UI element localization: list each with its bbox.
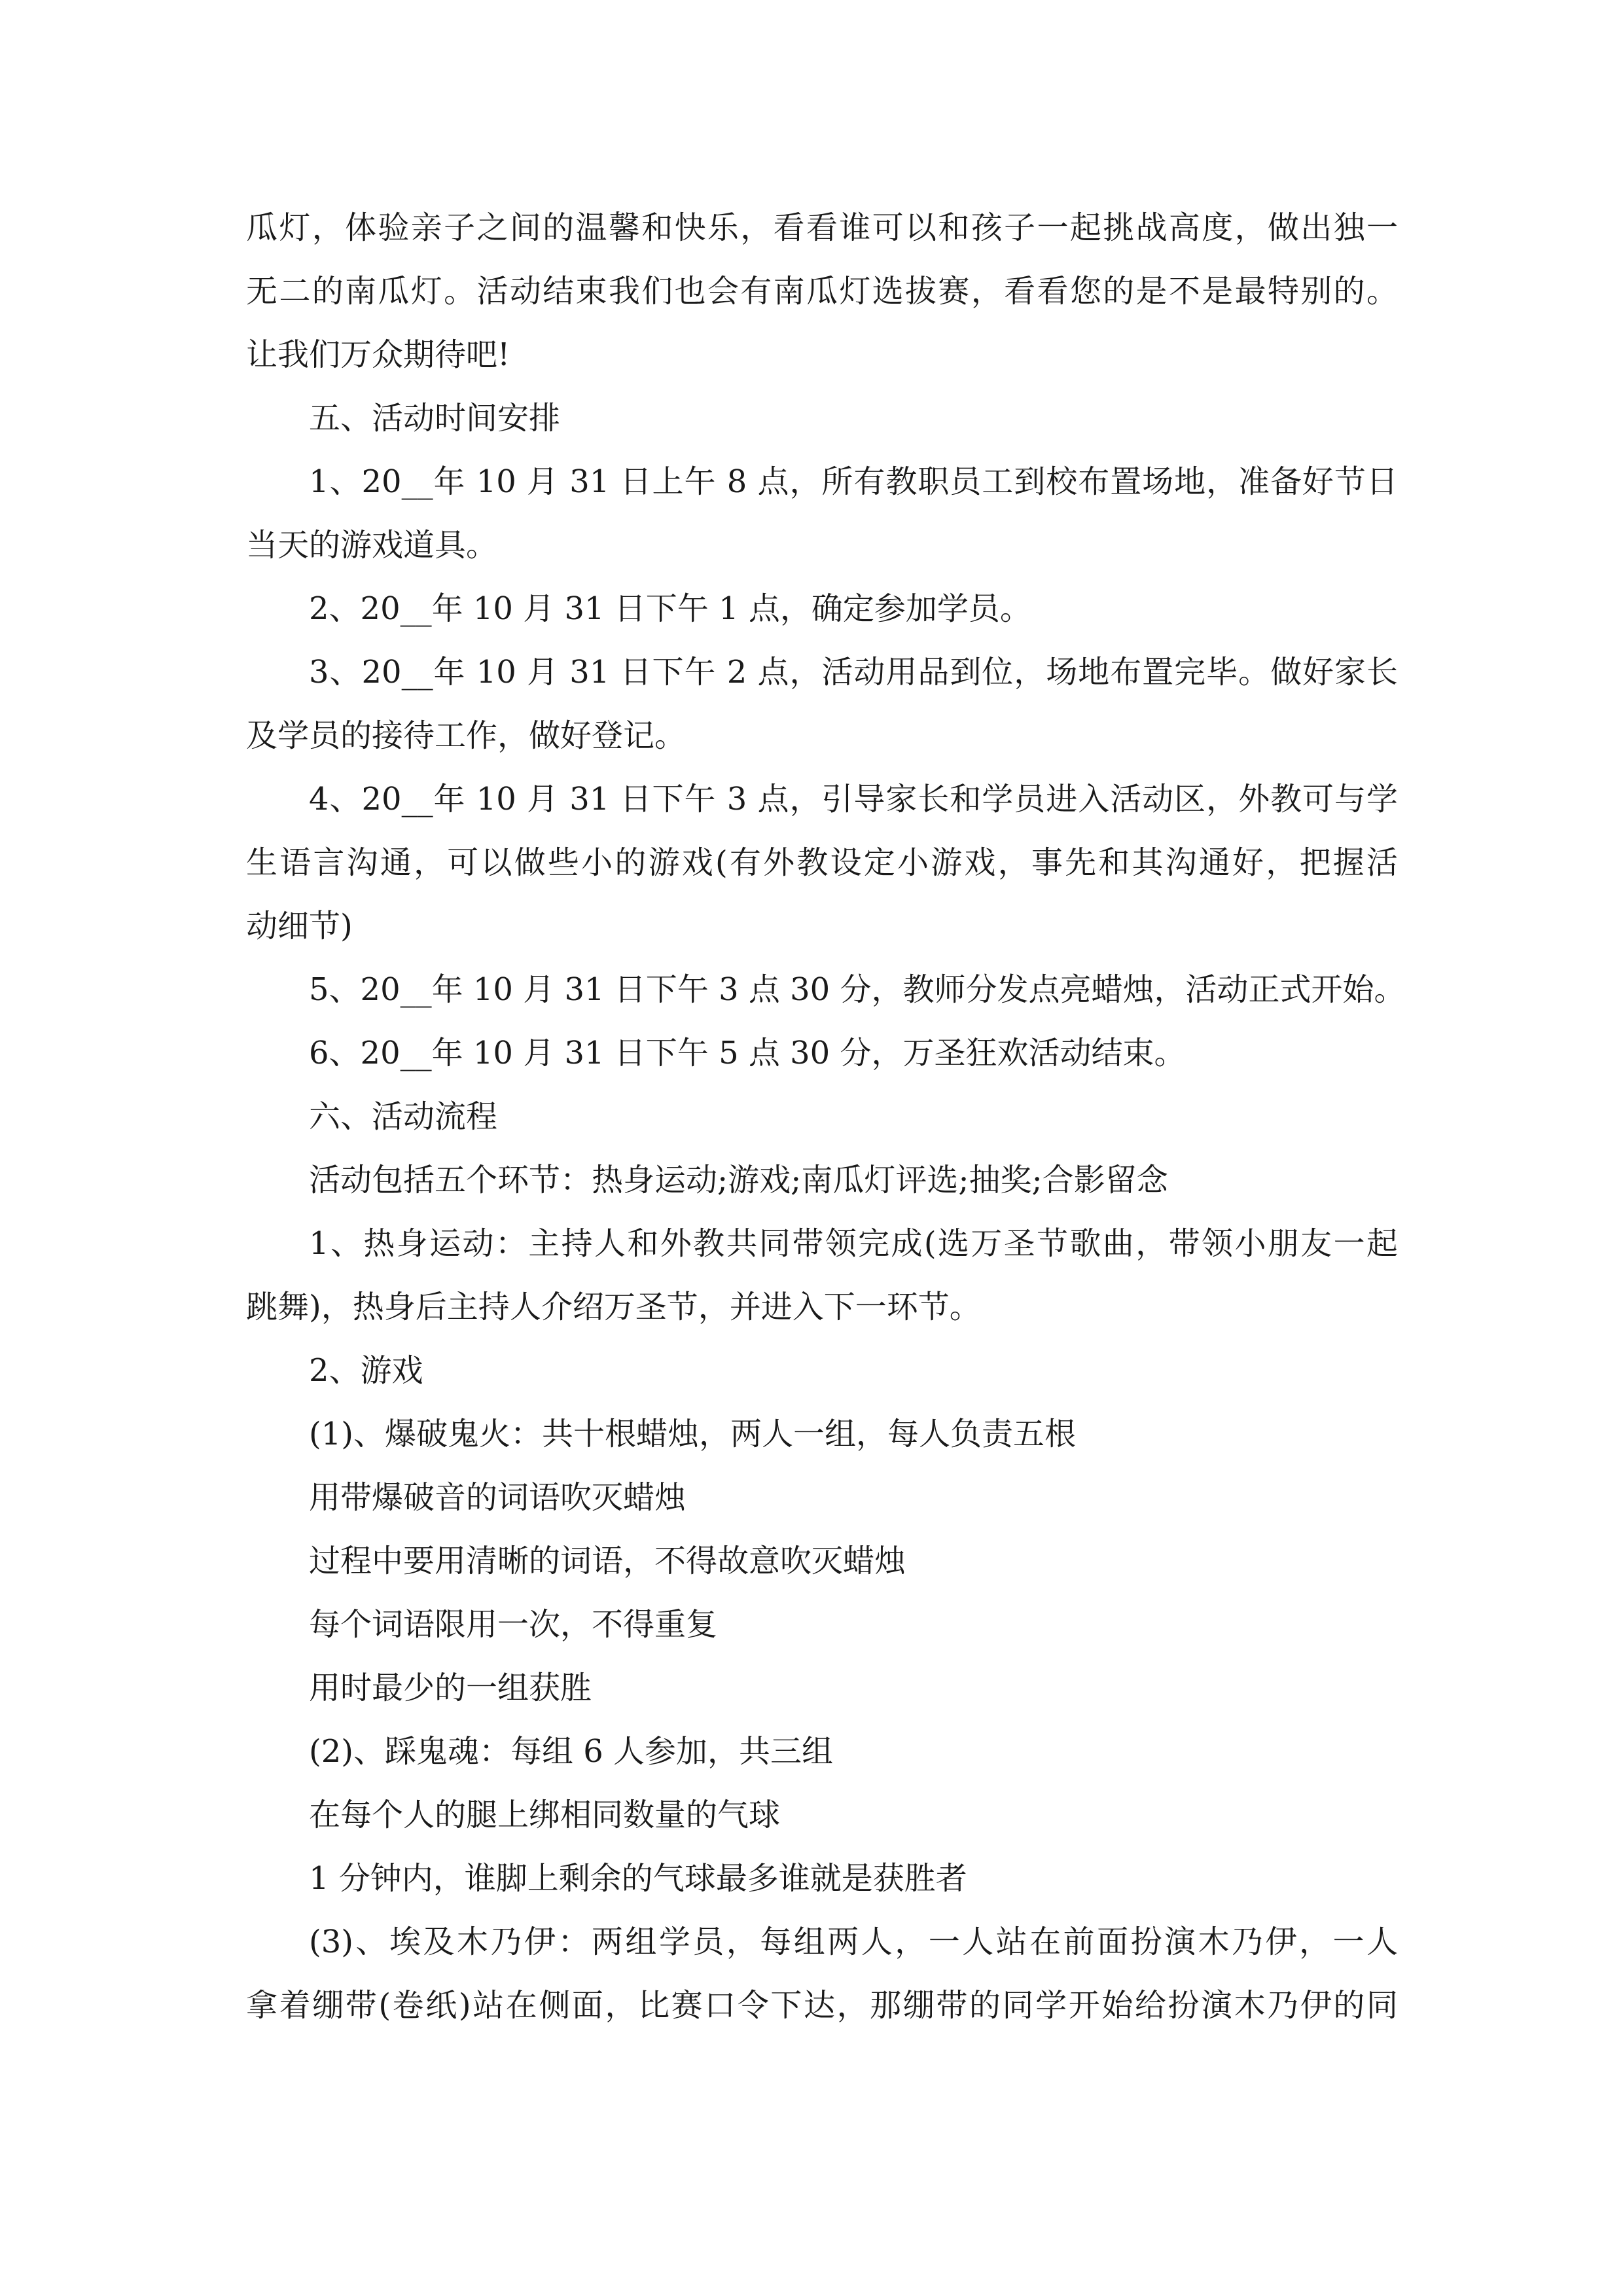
text-line: 当天的游戏道具。 [246,527,498,564]
document-body [246,196,1406,2037]
text-line: (3)、埃及木乃伊：两组学员，每组两人，一人站在前面扮演木乃伊，一人 [309,1924,1398,1960]
text-line: 5、20__年 10 月 31 日下午 3 点 30 分，教师分发点亮蜡烛，活动正式开始。 [309,971,1406,1008]
text-line: 用时最少的一组获胜 [309,1670,592,1706]
text-line: 2、20__年 10 月 31 日下午 1 点，确定参加学员。 [309,590,1031,627]
text-line: 生语言沟通，可以做些小的游戏(有外教设定小游戏，事先和其沟通好，把握活 [246,844,1398,881]
text-line: 六、活动流程 [309,1098,498,1135]
text-line: 瓜灯，体验亲子之间的温馨和快乐，看看谁可以和孩子一起挑战高度，做出独一 [246,209,1398,246]
text-line: 4、20__年 10 月 31 日下午 3 点，引导家长和学员进入活动区，外教可与学 [309,781,1398,817]
text-line: 在每个人的腿上绑相同数量的气球 [309,1797,781,1833]
text-line: 用带爆破音的词语吹灭蜡烛 [309,1479,687,1516]
text-line: 1 分钟内，谁脚上剩余的气球最多谁就是获胜者 [309,1860,967,1897]
text-line: 及学员的接待工作，做好登记。 [246,717,687,754]
text-line: 过程中要用清晰的词语，不得故意吹灭蜡烛 [309,1543,906,1579]
text-line: 拿着绷带(卷纸)站在侧面，比赛口令下达，那绷带的同学开始给扮演木乃伊的同 [246,1987,1398,2024]
text-line: 动细节) [246,908,353,944]
text-line: 五、活动时间安排 [309,400,561,437]
text-line: 1、20__年 10 月 31 日上午 8 点，所有教职员工到校布置场地，准备好节日 [309,463,1398,500]
text-line: 让我们万众期待吧! [246,336,510,373]
text-line: 6、20__年 10 月 31 日下午 5 点 30 分，万圣狂欢活动结束。 [309,1035,1186,1071]
text-line: 3、20__年 10 月 31 日下午 2 点，活动用品到位，场地布置完毕。做好家长 [309,654,1398,691]
text-line: 活动包括五个环节：热身运动;游戏;南瓜灯评选;抽奖;合影留念 [309,1162,1168,1198]
text-line: 2、游戏 [309,1352,423,1389]
text-line: 每个词语限用一次，不得重复 [309,1606,718,1643]
text-line: 跳舞)，热身后主持人介绍万圣节，并进入下一环节。 [246,1289,981,1325]
text-line: 无二的南瓜灯。活动结束我们也会有南瓜灯选拔赛，看看您的是不是最特别的。 [246,273,1398,310]
text-line: (2)、踩鬼魂：每组 6 人参加，共三组 [309,1733,834,1770]
text-line: (1)、爆破鬼火：共十根蜡烛，两人一组，每人负责五根 [309,1416,1076,1452]
text-line: 1、热身运动：主持人和外教共同带领完成(选万圣节歌曲，带领小朋友一起 [309,1225,1398,1262]
